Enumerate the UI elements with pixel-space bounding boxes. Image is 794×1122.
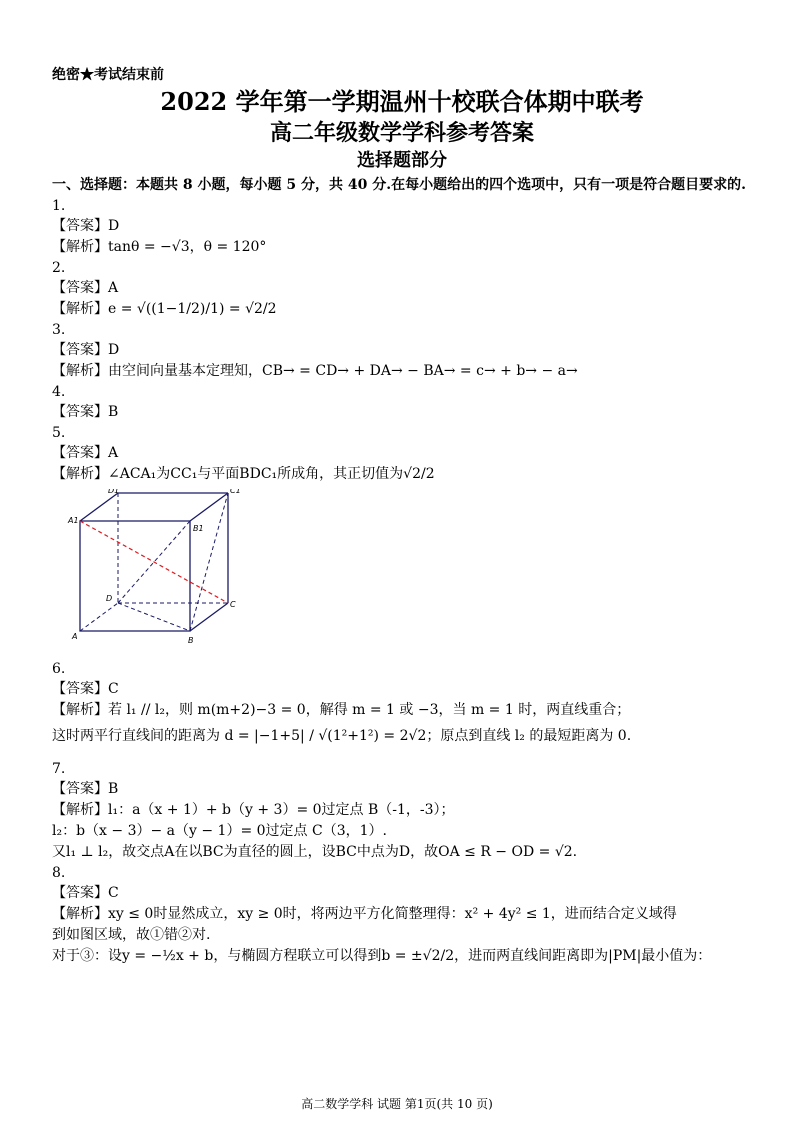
confidential-mark: 绝密★考试结束前 (52, 67, 164, 83)
dashed-b-c1 (190, 493, 228, 631)
question-6 (52, 659, 752, 751)
question-5 (52, 423, 752, 659)
question-number: 7. (52, 761, 66, 777)
question-number: 6. (52, 661, 66, 677)
label-a: A (72, 632, 78, 641)
question-number: 1. (52, 198, 66, 214)
answer-line: 【答案】B (52, 781, 119, 797)
question-number: 5. (52, 425, 66, 441)
analysis-line: 【解析】e = √((1−1/2)/1) = √2/2 (52, 301, 277, 317)
section-instructions: 一、选择题：本题共 8 小题，每小题 5 分，共 40 分.在每小题给出的四个选项中，只有一项是符合题目要求的. (52, 177, 746, 193)
analysis-line: 【解析】xy ≤ 0时显然成立，xy ≥ 0时，将两边平方化简整理得：x² + 4y² ≤ 1，进而结合定义域得 (52, 906, 677, 922)
exam-subtitle: 高二年级数学学科参考答案 (269, 120, 534, 146)
answer-line: 【答案】C (52, 885, 119, 901)
page-footer: 高二数学学科 试题 第1页(共 10 页) (301, 1097, 493, 1111)
question-4 (52, 382, 752, 423)
label-d1: D1 (108, 489, 120, 495)
analysis-line: 对于③：设y = −½x + b，与椭圆方程联立可以得到b = ±√2/2，进而两直线间距离即为|PM|最小值为： (52, 948, 712, 964)
dashed-d-b (118, 603, 190, 631)
question-number: 3. (52, 322, 66, 338)
analysis-line: 【解析】若 l₁ // l₂，则 m(m+2)−3 = 0，解得 m = 1 或 −3，当 m = 1 时，两直线重合； (52, 702, 631, 718)
cube-edge (190, 603, 228, 631)
question-3 (52, 320, 752, 382)
question-8 (52, 863, 752, 967)
cube-edge (80, 493, 118, 521)
analysis-line: 【解析】∠ACA₁为CC₁与平面BDC₁所成角，其正切值为√2/2 (52, 466, 435, 482)
answer-page (52, 66, 752, 967)
answer-line: 【答案】D (52, 342, 120, 358)
label-b: B (188, 636, 194, 645)
analysis-line: 这时两平行直线间的距离为 d = |−1+5| / √(1²+1²) = 2√2；原点到直线 l₂ 的最短距离为 0. (52, 728, 632, 744)
cube-edge (190, 493, 228, 521)
analysis-line: 【解析】tanθ = −√3，θ = 120° (52, 239, 267, 255)
exam-title: 2022 学年第一学期温州十校联合体期中联考 (160, 87, 644, 116)
label-c: C (230, 600, 236, 609)
question-7 (52, 759, 752, 863)
question-number: 2. (52, 260, 66, 276)
analysis-line: 【解析】由空间向量基本定理知，CB→ = CD→ + DA→ − BA→ = c→ + b→ − a→ (52, 363, 578, 379)
question-1 (52, 196, 752, 258)
answer-line: 【答案】A (52, 280, 119, 296)
analysis-line: 【解析】l₁：a（x + 1）+ b（y + 3）= 0过定点 B（-1，-3）； (52, 802, 455, 818)
analysis-line: 到如图区域，故①错②对. (52, 927, 211, 943)
part-heading: 选择题部分 (357, 150, 447, 171)
question-number: 8. (52, 865, 66, 881)
label-d: D (106, 594, 113, 603)
answer-line: 【答案】A (52, 445, 119, 461)
analysis-line: l₂：b（x − 3）− a（y − 1）= 0过定点 C（3，1）. (52, 823, 387, 839)
cube-front-face (80, 521, 190, 631)
label-c1: C1 (230, 489, 240, 495)
answer-line: 【答案】C (52, 681, 119, 697)
cube-hidden-edge (80, 603, 118, 631)
answer-line: 【答案】D (52, 218, 120, 234)
question-number: 4. (52, 384, 66, 400)
label-a1: A1 (68, 516, 79, 525)
cube-figure (60, 489, 240, 649)
question-2 (52, 258, 752, 320)
analysis-line: 又l₁ ⊥ l₂，故交点A在以BC为直径的圆上，设BC中点为D，故OA ≤ R − OD = √2. (52, 844, 578, 860)
diagonal-a1-c (80, 521, 228, 603)
answer-line: 【答案】B (52, 404, 119, 420)
label-b1: B1 (193, 524, 204, 533)
